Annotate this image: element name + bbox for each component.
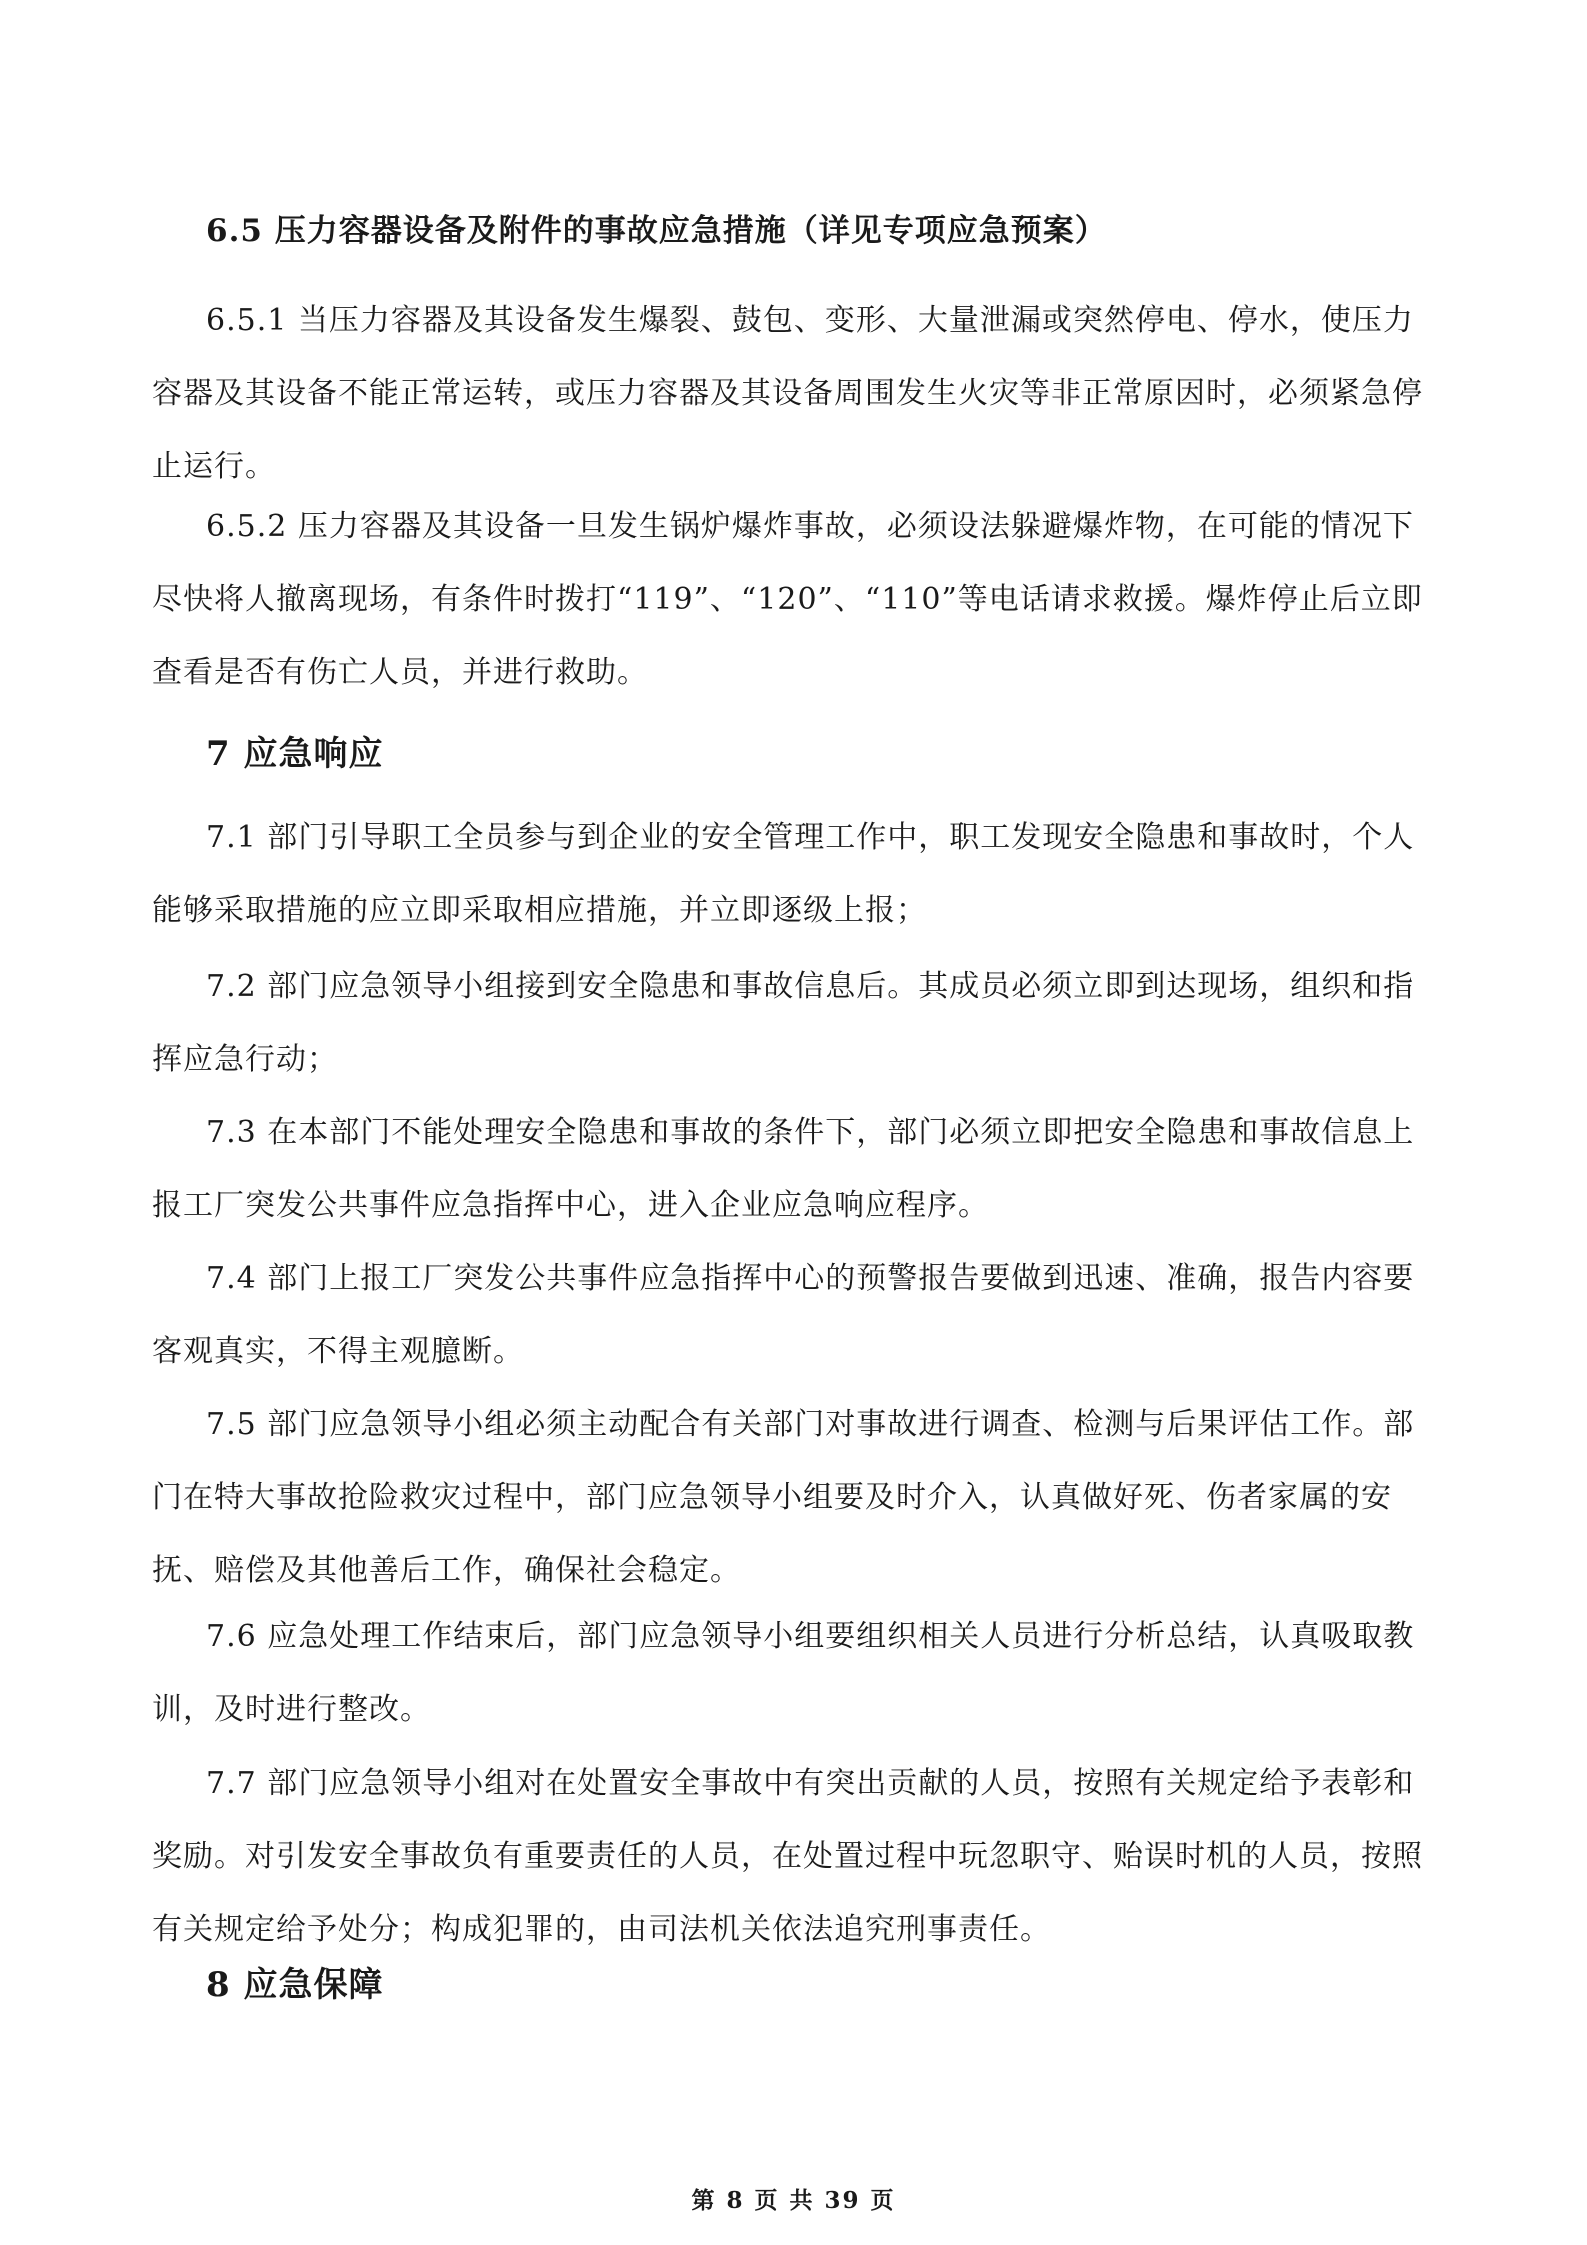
section-7-heading: 7 应急响应 — [206, 734, 384, 774]
paragraph-7-1: 7.1 部门引导职工全员参与到企业的安全管理工作中，职工发现安全隐患和事故时，个人能够采取措施的应立即采取相应措施，并立即逐级上报； — [152, 820, 1415, 928]
page-number-footer: 第 8 页 共 39 页 — [691, 2187, 896, 2214]
paragraph-7-6: 7.6 应急处理工作结束后，部门应急领导小组要组织相关人员进行分析总结，认真吸取教训，及时进行整改。 — [152, 1619, 1415, 1727]
section-8-heading: 8 应急保障 — [206, 1965, 384, 2005]
paragraph-7-4: 7.4 部门上报工厂突发公共事件应急指挥中心的预警报告要做到迅速、准确，报告内容要客观真实，不得主观臆断。 — [152, 1261, 1415, 1369]
paragraph-6-5-2: 6.5.2 压力容器及其设备一旦发生锅炉爆炸事故，必须设法躲避爆炸物，在可能的情况下尽快将人撤离现场，有条件时拨打“119”、“120”、“110”等电话请求救援。爆炸停止后立即查看是否有伤亡人员，并进行救助。 — [152, 509, 1423, 690]
paragraph-7-5: 7.5 部门应急领导小组必须主动配合有关部门对事故进行调查、检测与后果评估工作。部门在特大事故抢险救灾过程中，部门应急领导小组要及时介入，认真做好死、伤者家属的安抚、赔偿及其他善后工作，确保社会稳定。 — [152, 1407, 1415, 1588]
paragraph-7-2: 7.2 部门应急领导小组接到安全隐患和事故信息后。其成员必须立即到达现场，组织和指挥应急行动； — [152, 969, 1415, 1077]
section-6-5-heading: 6.5 压力容器设备及附件的事故应急措施（详见专项应急预案） — [206, 213, 1107, 249]
paragraph-7-7: 7.7 部门应急领导小组对在处置安全事故中有突出贡献的人员，按照有关规定给予表彰和奖励。对引发安全事故负有重要责任的人员，在处置过程中玩忽职守、贻误时机的人员，按照有关规定给予处分；构成犯罪的，由司法机关依法追究刑事责任。 — [152, 1766, 1423, 1947]
paragraph-6-5-1: 6.5.1 当压力容器及其设备发生爆裂、鼓包、变形、大量泄漏或突然停电、停水，使压力容器及其设备不能正常运转，或压力容器及其设备周围发生火灾等非正常原因时，必须紧急停止运行。 — [152, 303, 1423, 484]
paragraph-7-3: 7.3 在本部门不能处理安全隐患和事故的条件下，部门必须立即把安全隐患和事故信息上报工厂突发公共事件应急指挥中心，进入企业应急响应程序。 — [152, 1115, 1415, 1223]
